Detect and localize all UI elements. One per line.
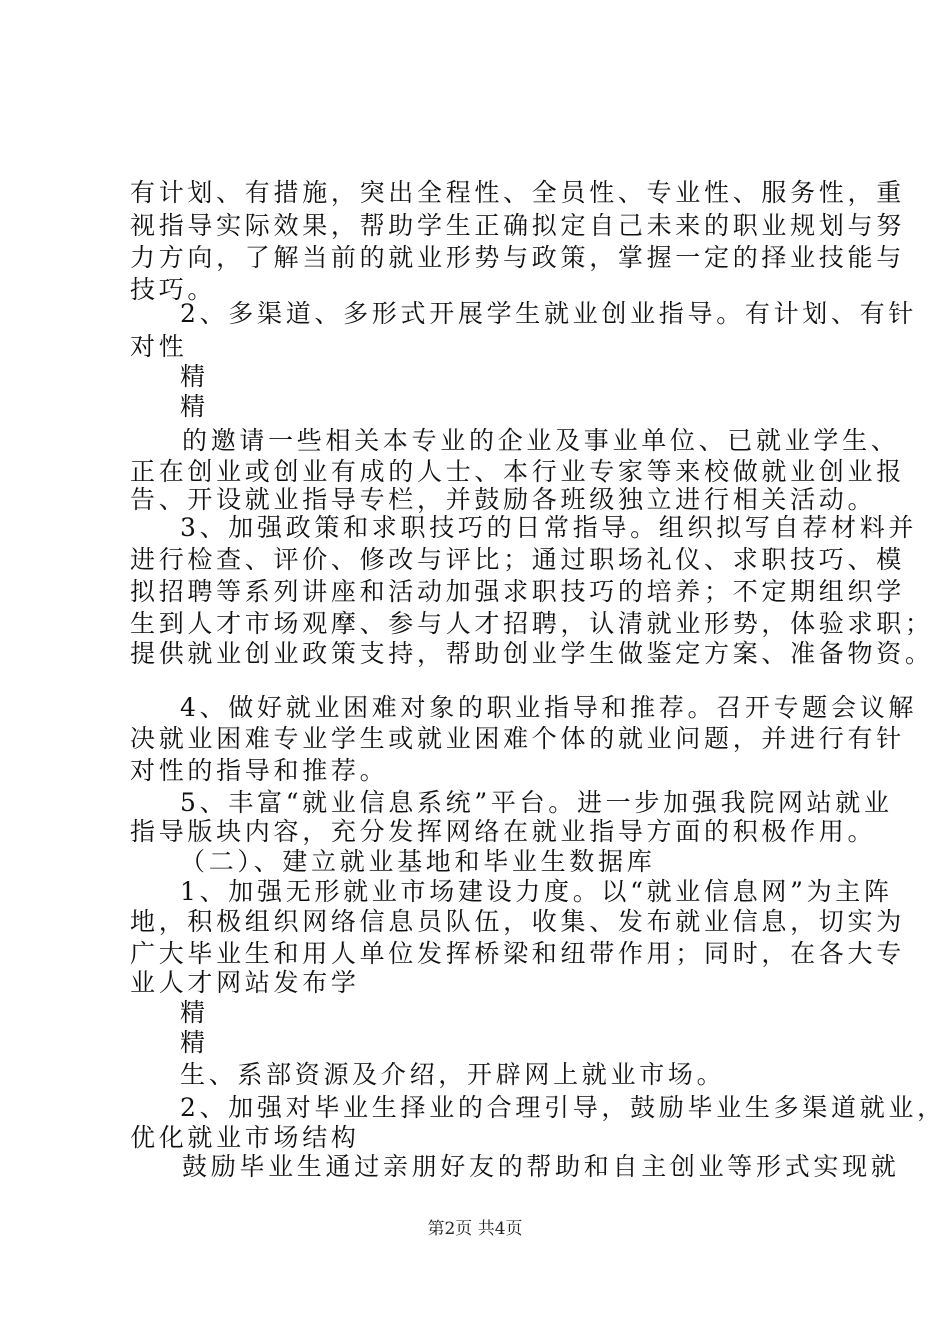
text-line: 对性的指导和推荐。	[130, 756, 389, 785]
section-heading: （二）、建立就业基地和毕业生数据库	[180, 847, 656, 876]
text-line: 3、加强政策和求职技巧的日常指导。组织拟写自荐材料并	[180, 513, 918, 542]
text-line: 拟招聘等系列讲座和活动加强求职技巧的培养；不定期组织学	[130, 577, 905, 606]
text-line: 视指导实际效果，帮助学生正确拟定自己未来的职业规划与努	[130, 211, 905, 240]
text-line: 地，积极组织网络信息员队伍，收集、发布就业信息，切实为	[130, 907, 905, 936]
text-line: 鼓励毕业生通过亲朋好友的帮助和自主创业等形式实现就	[182, 1152, 900, 1181]
text-line: 指导版块内容，充分发挥网络在就业指导方面的积极作用。	[130, 817, 877, 846]
text-line: 力方向，了解当前的就业形势与政策，掌握一定的择业技能与	[130, 243, 905, 272]
text-line: 对性	[130, 332, 188, 361]
text-line: 精	[180, 362, 209, 391]
text-line: 广大毕业生和用人单位发挥桥梁和纽带作用；同时，在各大专	[130, 939, 905, 968]
text-line: 4、做好就业困难对象的职业指导和推荐。召开专题会议解	[180, 693, 918, 722]
text-line: 决就业困难专业学生或就业困难个体的就业问题，并进行有针	[130, 724, 905, 753]
text-line: 提供就业创业政策支持，帮助创业学生做鉴定方案、准备物资。	[130, 639, 934, 668]
text-line: 生到人才市场观摩、参与人才招聘，认清就业形势，体验求职；	[130, 609, 934, 638]
text-line: 2、加强对毕业生择业的合理引导，鼓励毕业生多渠道就业，	[180, 1093, 946, 1122]
text-line: 进行检查、评价、修改与评比；通过职场礼仪、求职技巧、模	[130, 545, 905, 574]
text-line: 精	[180, 998, 209, 1027]
text-line: 的邀请一些相关本专业的企业及事业单位、已就业学生、	[182, 426, 900, 455]
text-line: 优化就业市场结构	[130, 1123, 360, 1152]
text-line: 有计划、有措施，突出全程性、全员性、专业性、服务性，重	[130, 178, 905, 207]
text-line: 2、多渠道、多形式开展学生就业创业指导。有计划、有针	[180, 299, 918, 328]
text-line: 业人才网站发布学	[130, 968, 360, 997]
text-line: 1、加强无形就业市场建设力度。以“就业信息网”为主阵	[180, 877, 893, 906]
text-line: 5、丰富“就业信息系统”平台。进一步加强我院网站就业	[180, 788, 893, 817]
text-line: 正在创业或创业有成的人士、本行业专家等来校做就业创业报	[130, 457, 905, 486]
text-line: 精	[180, 1028, 209, 1057]
text-line: 生、系部资源及介绍，开辟网上就业市场。	[180, 1060, 726, 1089]
text-line: 告、开设就业指导专栏，并鼓励各班级独立进行相关活动。	[130, 485, 877, 514]
page-number: 第2页 共4页	[427, 1219, 523, 1239]
text-line: 技巧。	[130, 275, 217, 304]
text-line: 精	[180, 392, 209, 421]
